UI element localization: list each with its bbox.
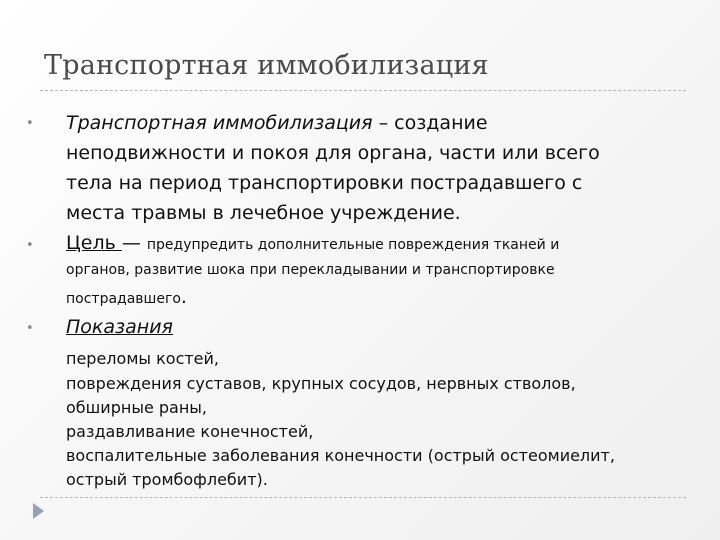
bullet1-line3: тела на период транспортировки пострадавшего с [66, 172, 583, 194]
footer-divider [40, 497, 686, 498]
bullet2-line3-text: пострадавшего [66, 291, 181, 307]
bullet2-line1-rest: предупредить дополнительные повреждения тканей и [146, 237, 560, 253]
indication-item: воспалительные заболевания конечности (острый остеомиелит, [66, 446, 615, 465]
bullet1-line1-rest: – создание [372, 112, 488, 134]
bullet1-line4: места травмы в лечебное учреждение. [66, 202, 461, 224]
bullet1-line2: неподвижности и покоя для органа, части или всего [66, 142, 600, 164]
bullet2-line3-end: . [180, 286, 187, 308]
indication-item: переломы костей, [66, 349, 220, 368]
bullet2-line3 [66, 286, 187, 308]
bullet2-dash: — [121, 232, 147, 254]
bullet1-line1 [66, 112, 488, 134]
indication-item: повреждения суставов, крупных сосудов, нервных стволов, [66, 374, 576, 393]
bullet2-line2: органов, развитие шока при перекладывании и транспортировке [66, 262, 555, 278]
bullet2-line1 [66, 232, 559, 254]
indication-item: раздавливание конечностей, [66, 422, 314, 441]
bullet-marker-3: • [26, 321, 34, 336]
bullet-marker-1: • [26, 116, 34, 131]
slide-title: Транспортная иммобилизация [44, 50, 489, 81]
bullet-marker-2: • [26, 238, 34, 253]
next-slide-arrow-icon[interactable] [33, 503, 44, 519]
bullet2-term: Цель [66, 232, 122, 254]
bullet1-term: Транспортная иммобилизация [66, 112, 373, 134]
bullet3-term: Показания [66, 316, 173, 338]
indication-item: острый тромбофлебит). [66, 470, 268, 489]
title-divider [40, 90, 686, 91]
indication-item: обширные раны, [66, 398, 208, 417]
